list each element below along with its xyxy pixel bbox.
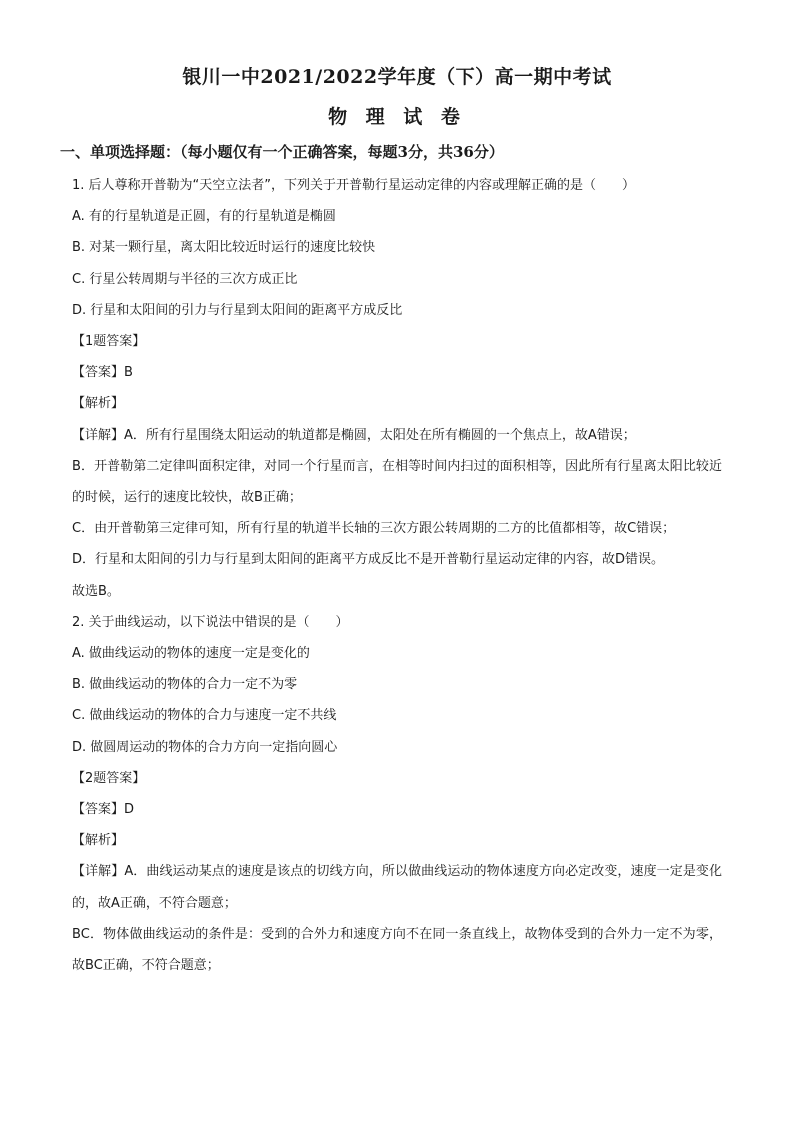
- section-heading: 一、单项选择题：（每小题仅有一个正确答案，每题3分，共36分）: [60, 143, 504, 161]
- option-a: A. 做曲线运动的物体的速度一定是变化的: [72, 646, 310, 662]
- option-a: A. 有的行星轨道是正圆，有的行星轨道是椭圆: [72, 209, 336, 225]
- answer-tag: 【2题答案】: [72, 770, 146, 786]
- detail-b: B．开普勒第二定律叫面积定律，对同一个行星而言，在相等时间内扫过的面积相等，因此所有行星离太阳比较近的时候，运行的速度比较快，故B正确；: [72, 458, 722, 506]
- analysis-tag: 【解析】: [72, 833, 125, 849]
- option-c: C. 行星公转周期与半径的三次方成正比: [72, 271, 298, 287]
- page-subtitle: 物 理 试 卷: [328, 106, 466, 128]
- question-2: [72, 607, 722, 981]
- detail-bc: BC．物体做曲线运动的条件是：受到的合外力和速度方向不在同一条直线上，故物体受到的合外力一定不为零，故BC正确，不符合题意；: [72, 926, 722, 974]
- answer: 【答案】D: [72, 802, 135, 818]
- detail-c: C．由开普勒第三定律可知，所有行星的轨道半长轴的三次方跟公转周期的二方的比值都相等，故C错误；: [72, 521, 676, 537]
- question-stem: 1. 后人尊称开普勒为“天空立法者”，下列关于开普勒行星运动定律的内容或理解正确的是（ ）: [72, 178, 636, 193]
- detail-a: 【详解】A．曲线运动某点的速度是该点的切线方向，所以做曲线运动的物体速度方向必定改变，速度一定是变化的，故A正确，不符合题意；: [72, 864, 722, 911]
- option-b: B. 做曲线运动的物体的合力一定不为零: [72, 677, 298, 693]
- answer: 【答案】B: [72, 365, 133, 381]
- option-d: D. 做圆周运动的物体的合力方向一定指向圆心: [72, 739, 338, 755]
- option-c: C. 做曲线运动的物体的合力与速度一定不共线: [72, 708, 337, 724]
- detail-d: D．行星和太阳间的引力与行星到太阳间的距离平方成反比不是开普勒行星运动定律的内容，故D错误。: [72, 552, 665, 568]
- detail-a: 【详解】A．所有行星围绕太阳运动的轨道都是椭圆，太阳处在所有椭圆的一个焦点上，故A错误；: [72, 427, 636, 443]
- conclusion: 故选B。: [72, 583, 120, 599]
- question-stem: 2. 关于曲线运动，以下说法中错误的是（ ）: [72, 614, 349, 630]
- option-b: B. 对某一颗行星，离太阳比较近时运行的速度比较快: [72, 240, 376, 256]
- question-1: [72, 170, 722, 607]
- answer-tag: 【1题答案】: [72, 334, 146, 350]
- analysis-tag: 【解析】: [72, 396, 125, 412]
- option-d: D. 行星和太阳间的引力与行星到太阳间的距离平方成反比: [72, 302, 403, 318]
- page-title: 银川一中2021/2022学年度（下）高一期中考试: [182, 66, 612, 88]
